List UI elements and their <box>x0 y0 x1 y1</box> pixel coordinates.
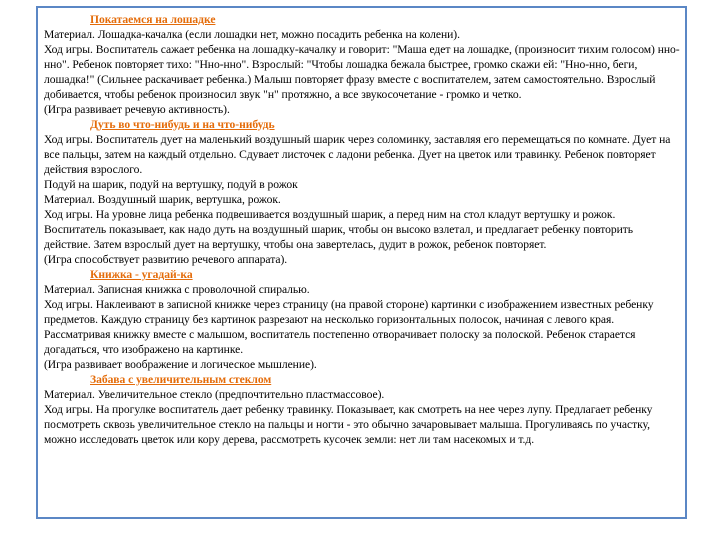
paragraph: Материал. Увеличительное стекло (предпочтительно пластмассовое). <box>44 388 385 401</box>
section-title-blow: Дуть во что-нибудь и на что-нибудь <box>90 118 275 131</box>
paragraph: Подуй на шарик, подуй на вертушку, подуй в рожок <box>44 178 298 191</box>
document-body <box>44 12 680 447</box>
section-title-book: Книжка - угадай-ка <box>90 268 193 281</box>
paragraph: Ход игры. На прогулке воспитатель дает ребенку травинку. Показывает, как смотреть на нее через лупу. Предлагает ребенку посмотреть сквозь увеличительное стекло на пальцы и ногти - это обычно зачаровывает малыша. Прогуливаясь по участку, можно исследовать цветок или кору дерева, рассмотреть кусочек земли: нет ли там насекомых и т.д. <box>44 403 653 446</box>
document-frame <box>36 6 687 519</box>
paragraph: Материал. Лошадка-качалка (если лошадки нет, можно посадить ребенка на колени). <box>44 28 460 41</box>
paragraph: Материал. Воздушный шарик, вертушка, рожок. <box>44 193 281 206</box>
paragraph: Ход игры. Наклеивают в записной книжке через страницу (на правой стороне) картинки с изображением известных ребенку предметов. Каждую страницу без картинок разрезают на несколько горизонтальных полосок, начиная с левого края. Рассматривая книжку вместе с малышом, воспитатель постепенно отворачивает полоску за полоской. Ребенок старается догадаться, что изображено на картинке. <box>44 298 654 356</box>
section-title-horse: Покатаемся на лошадке <box>90 13 216 26</box>
paragraph: (Игра развивает речевую активность). <box>44 103 230 116</box>
paragraph: Ход игры. Воспитатель сажает ребенка на лошадку-качалку и говорит: "Маша едет на лошадке, (произносит тихим голосом) нно-нно". Ребенок повторяет тихо: "Нно-нно". Взрослый: "Чтобы лошадка бежала быстрее, громко скажи ей: "Нно-нно, беги, лошадка!" (Сильнее раскачивает ребенка.) Малыш повторяет фразу вместе с воспитателем, затем самостоятельно. Взрослый добивается, чтобы ребенок произносил звук "н" протяжно, а все звукосочетание - громко и четко. <box>44 43 680 101</box>
paragraph: Ход игры. На уровне лица ребенка подвешивается воздушный шарик, а перед ним на стол кладут вертушку и рожок. Воспитатель показывает, как надо дуть на воздушный шарик, чтобы он высоко взлетал, и предлагает ребенку повторить действие. Затем взрослый дует на вертушку, чтобы она завертелась, дудит в рожок, ребенок повторяет. <box>44 208 633 251</box>
paragraph: (Игра способствует развитию речевого аппарата). <box>44 253 288 266</box>
section-title-magnifier: Забава с увеличительным стеклом <box>90 373 272 386</box>
paragraph: (Игра развивает воображение и логическое мышление). <box>44 358 317 371</box>
paragraph: Материал. Записная книжка с проволочной спиралью. <box>44 283 310 296</box>
paragraph: Ход игры. Воспитатель дует на маленький воздушный шарик через соломинку, заставляя его перемещаться по комнате. Дует на все пальцы, затем на каждый отдельно. Сдувает листочек с ладони ребенка. Дует на цветок или травинку. Ребенок повторяет действия взрослого. <box>44 133 671 176</box>
